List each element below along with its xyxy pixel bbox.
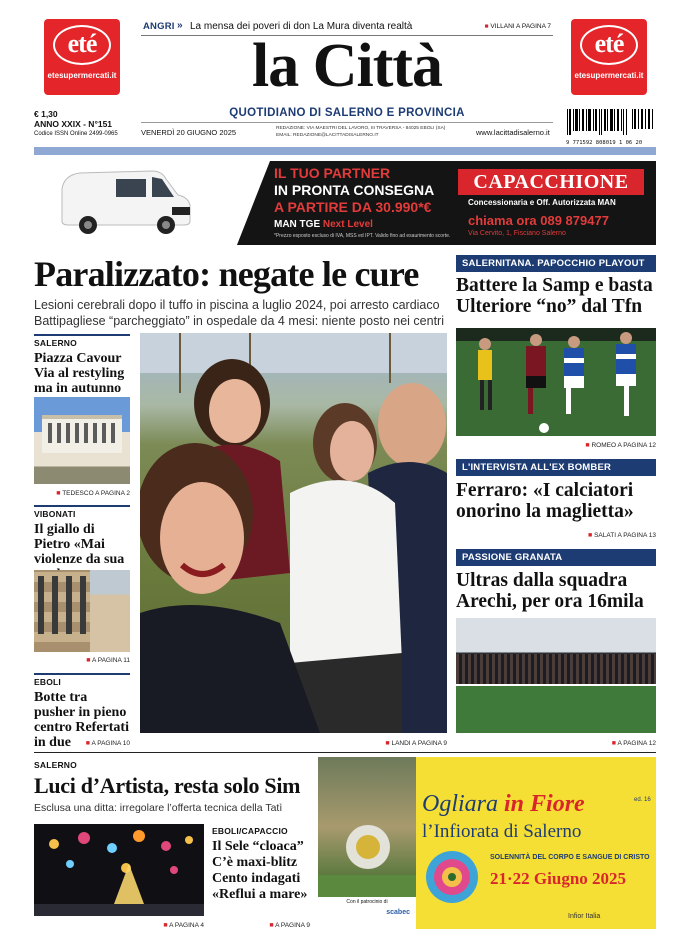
website-link[interactable]: www.lacittadisalerno.it xyxy=(476,128,550,137)
price: € 1,30 xyxy=(34,109,58,119)
ad-subtitle: l’Infiorata di Salerno xyxy=(422,821,582,842)
section-label: EBOLI/CAPACCIO xyxy=(212,826,288,836)
patronage-label: Con il patrocinio di xyxy=(346,899,388,905)
brand-logo: CAPACCHIONE xyxy=(458,169,644,195)
issue-date: VENERDÌ 20 GIUGNO 2025 xyxy=(141,128,237,137)
bottom-story[interactable] xyxy=(34,760,310,814)
ad-model-name: MAN TGE xyxy=(274,219,321,230)
barcode xyxy=(566,109,656,146)
ad-ogliara-in-fiore[interactable] xyxy=(318,757,656,929)
ad-title-1: Ogliara xyxy=(422,791,499,817)
lead-photo-figures xyxy=(140,333,447,733)
masthead-meta xyxy=(34,109,118,139)
mandala-icon xyxy=(422,847,482,907)
christmas-lights xyxy=(34,824,204,916)
right-story-2-headline[interactable]: Ferraro: «I calciatori onorino la maglietta» xyxy=(456,480,634,522)
barcode-icon xyxy=(566,109,656,135)
ad-model xyxy=(274,219,373,230)
teaser-text: La mensa dei poveri di don La Mura diventa realtà xyxy=(190,21,413,32)
ad-title-2: in Fiore xyxy=(504,791,585,817)
ad-title xyxy=(422,791,585,818)
header-rule xyxy=(34,147,656,155)
lead-ref: ■ LANDI A PAGINA 9 xyxy=(385,740,447,747)
story-ref: ■ A PAGINA 12 xyxy=(611,740,656,747)
issue-number: ANNO XXIX - N°151 xyxy=(34,119,113,129)
story-ref: ■ A PAGINA 4 xyxy=(163,922,204,929)
left-col-rule xyxy=(34,505,130,507)
lead-deck-line2: Battipagliese “parcheggiato” in ospedale da 4 mesi: niente posto nei centri xyxy=(34,313,444,328)
chevron-right-icon: » xyxy=(177,20,183,31)
masthead-title[interactable]: la Città xyxy=(251,32,443,100)
lead-photo xyxy=(140,333,447,733)
section-bar: L'INTERVISTA ALL'EX BOMBER xyxy=(456,459,656,476)
ad-edition: ed. 16 xyxy=(634,797,651,803)
ad-line: SOLENNITÀ DEL CORPO E SANGUE DI CRISTO xyxy=(490,854,650,861)
section-label: SALERNO xyxy=(34,760,77,770)
photo-salernitana-match xyxy=(456,328,656,436)
photo-arechi-stadium xyxy=(456,618,656,733)
infiorata-photo xyxy=(318,757,416,897)
story-ref: ■ A PAGINA 11 xyxy=(86,657,130,664)
story-headline: Piazza Cavour Via al restyling ma in autunno xyxy=(34,351,125,396)
ete-mark: eté xyxy=(580,25,638,65)
story-headline: Il Sele “cloaca” C’è maxi-blitz Cento indagati «Reflui a mare» xyxy=(212,839,308,902)
ete-mark: eté xyxy=(53,25,111,65)
right-story-3-headline[interactable]: Ultras dalla squadra Arechi, per ora 16mila xyxy=(456,570,644,612)
left-col-rule xyxy=(34,334,130,336)
patronage-box xyxy=(318,897,416,929)
ad-price: A PARTIRE DA 30.990*€ xyxy=(274,199,432,215)
left-col-rule xyxy=(34,673,130,675)
ete-logo-right[interactable] xyxy=(571,19,647,95)
lead-deck-line1: Lesioni cerebrali dopo il tuffo in piscina a luglio 2024, poi arresto cardiaco xyxy=(34,298,440,312)
lead-deck xyxy=(34,298,454,329)
photo-piazza-cavour xyxy=(34,397,130,484)
photo-luci-artista xyxy=(34,824,204,916)
section-label: SALERNO xyxy=(34,338,77,348)
email-line: EMAIL: REDAZIONE@LACITTADISALERNO.IT xyxy=(276,133,379,138)
story-ref: ■ A PAGINA 10 xyxy=(85,740,130,747)
story-deck: Esclusa una ditta: irregolare l’offerta tecnica della Tatì xyxy=(34,802,283,815)
van-icon xyxy=(54,167,214,239)
masthead-subtitle: QUOTIDIANO DI SALERNO E PROVINCIA xyxy=(229,107,465,119)
teaser-ref: ■ VILLANI A PAGINA 7 xyxy=(484,23,551,30)
section-bar: SALERNITANA. PAPOCCHIO PLAYOUT xyxy=(456,255,656,272)
ad-address: Via Cervito, 1, Fisciano Salerno xyxy=(468,230,566,237)
story-ref: ■ SALATI A PAGINA 13 xyxy=(588,532,656,539)
ad-phone[interactable]: chiama ora 089 879477 xyxy=(468,213,609,228)
ete-logo-left[interactable] xyxy=(44,19,120,95)
lead-headline[interactable]: Paralizzato: negate le cure xyxy=(34,254,419,294)
match-players xyxy=(456,328,656,436)
ad-fine-print: *Prezzo esposto escluso di IVA, MSS ed IPT. Valido fino ad esaurimento scorte. xyxy=(274,233,451,239)
ad-line1: IL TUO PARTNER xyxy=(274,165,391,181)
photo-vibonati xyxy=(34,570,130,652)
right-story-1-headline[interactable]: Battere la Samp e basta Ulteriore “no” dal Tfn xyxy=(456,275,653,317)
ad-line2: IN PRONTA CONSEGNA xyxy=(274,182,435,198)
address-line: REDAZIONE: VIA MAESTRI DEL LAVORO, III TRAVERSA - 84025 EBOLI (SA) xyxy=(276,126,446,131)
flower-carpet xyxy=(318,757,416,897)
story-ref: ■ ROMEO A PAGINA 12 xyxy=(585,442,656,449)
bottom-side-story[interactable] xyxy=(212,826,310,903)
ad-sponsor: Infior Italia xyxy=(568,913,601,920)
story-headline: Il giallo di Pietro «Mai violenze da sua xyxy=(34,522,125,567)
story-ref: ■ A PAGINA 9 xyxy=(269,922,310,929)
sponsor-scabec: scabec xyxy=(386,909,410,916)
issn: Codice ISSN Online 2499-0965 xyxy=(34,131,118,137)
section-bar: PASSIONE GRANATA xyxy=(456,549,656,566)
brand-sub: Concessionaria e Off. Autorizzata MAN xyxy=(468,198,616,207)
story-headline: Luci d’Artista, resta solo Sim xyxy=(34,773,301,798)
ete-url: etesupermercati.it xyxy=(47,71,117,80)
barcode-number: 9 771592 808019 1 06 20 xyxy=(566,140,643,146)
address-block xyxy=(276,125,445,139)
teaser-tag: ANGRI xyxy=(143,21,175,32)
ete-url: etesupermercati.it xyxy=(574,71,644,80)
section-label: VIBONATI xyxy=(34,509,76,519)
story-ref: ■ TEDESCO A PAGINA 2 xyxy=(56,490,130,497)
left-story-1[interactable] xyxy=(34,338,130,396)
ad-dates: 21·22 Giugno 2025 xyxy=(490,869,627,888)
ad-model-tag: Next Level xyxy=(322,219,373,230)
van-panel xyxy=(34,161,270,245)
story-headline: Botte tra pusher in pieno centro Refertati in due xyxy=(34,690,129,750)
ad-headline xyxy=(274,165,434,216)
ad-capacchione[interactable] xyxy=(34,161,656,245)
section-label: EBOLI xyxy=(34,677,61,687)
